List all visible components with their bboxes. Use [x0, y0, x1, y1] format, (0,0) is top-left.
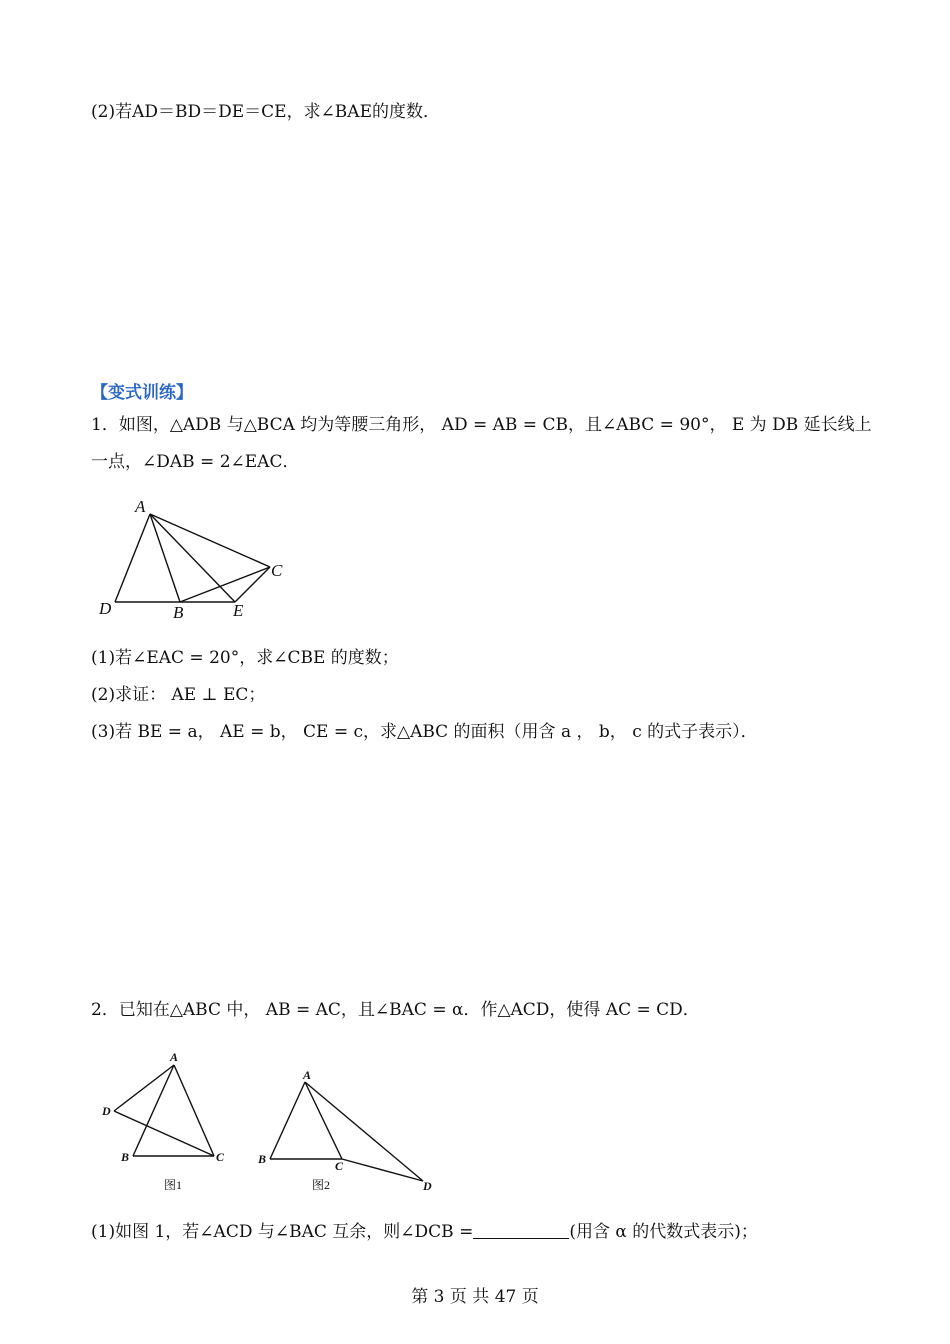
figure-1-quadrilateral: [95, 492, 295, 622]
problem-2-question-1: [91, 1220, 758, 1244]
segment-AB: [133, 1065, 174, 1156]
question-1-prefix: (1)如图 1，若∠ACD 与∠BAC 互余，则∠DCB =: [91, 1222, 474, 1242]
segment-AC: [174, 1065, 214, 1156]
fig1-label-E: E: [233, 601, 244, 620]
problem-1-question-2: (2)求证： AE ⊥ EC；: [91, 685, 266, 705]
segment-BC: [180, 567, 270, 602]
problem-2-text-line-1: 2．已知在△ABC 中， AB = AC，且∠BAC = α．作△ACD，使得 AC = CD．: [91, 1000, 700, 1020]
problem-1-text-line-1: 1．如图，△ADB 与△BCA 均为等腰三角形， AD = AB = CB，且∠ABC = 90°， E 为 DB 延长线上: [91, 415, 872, 435]
segment-AC: [305, 1082, 342, 1159]
question-1-suffix: (用含 α 的代数式表示)；: [569, 1222, 758, 1242]
figure-2-caption: 图2: [312, 1178, 331, 1192]
section-heading: 【变式训练】: [91, 383, 193, 403]
fig2a-label-B: B: [121, 1150, 130, 1164]
segment-AE: [150, 514, 235, 602]
figure-2-diagram-2: [255, 1066, 445, 1196]
question-part-2: (2)若AD＝BD＝DE＝CE，求∠BAE的度数．: [91, 102, 440, 122]
fig1-label-A: A: [135, 497, 146, 516]
fig2a-label-A: A: [170, 1050, 179, 1064]
segment-AD: [114, 1065, 174, 1111]
segment-EC: [235, 567, 270, 602]
figure-1-caption: 图1: [164, 1178, 183, 1192]
problem-1-question-1: (1)若∠EAC = 20°，求∠CBE 的度数；: [91, 648, 399, 668]
fig2a-label-D: D: [102, 1104, 111, 1118]
fig1-label-D: D: [99, 599, 112, 618]
fig2b-label-D: D: [423, 1179, 432, 1193]
fig2b-label-A: A: [303, 1068, 312, 1082]
fig2a-label-C: C: [216, 1150, 225, 1164]
fig1-label-B: B: [173, 603, 184, 622]
problem-1-text-line-2: 一点，∠DAB = 2∠EAC．: [91, 452, 300, 472]
fig2b-label-B: B: [258, 1152, 267, 1166]
segment-AD: [115, 514, 150, 602]
segment-AB: [270, 1082, 305, 1159]
fig2b-label-C: C: [335, 1159, 344, 1173]
segment-AB: [150, 514, 180, 602]
page-footer: 第 3 页 共 47 页: [411, 1287, 539, 1307]
fig1-label-C: C: [271, 561, 283, 580]
segment-AD: [305, 1082, 423, 1181]
segment-AC: [150, 514, 270, 567]
problem-1-question-3: (3)若 BE = a， AE = b， CE = c，求△ABC 的面积（用含 a ， b， c 的式子表示）．: [91, 722, 758, 742]
figure-2-diagram-1: [100, 1048, 240, 1198]
answer-blank: [473, 1220, 569, 1239]
